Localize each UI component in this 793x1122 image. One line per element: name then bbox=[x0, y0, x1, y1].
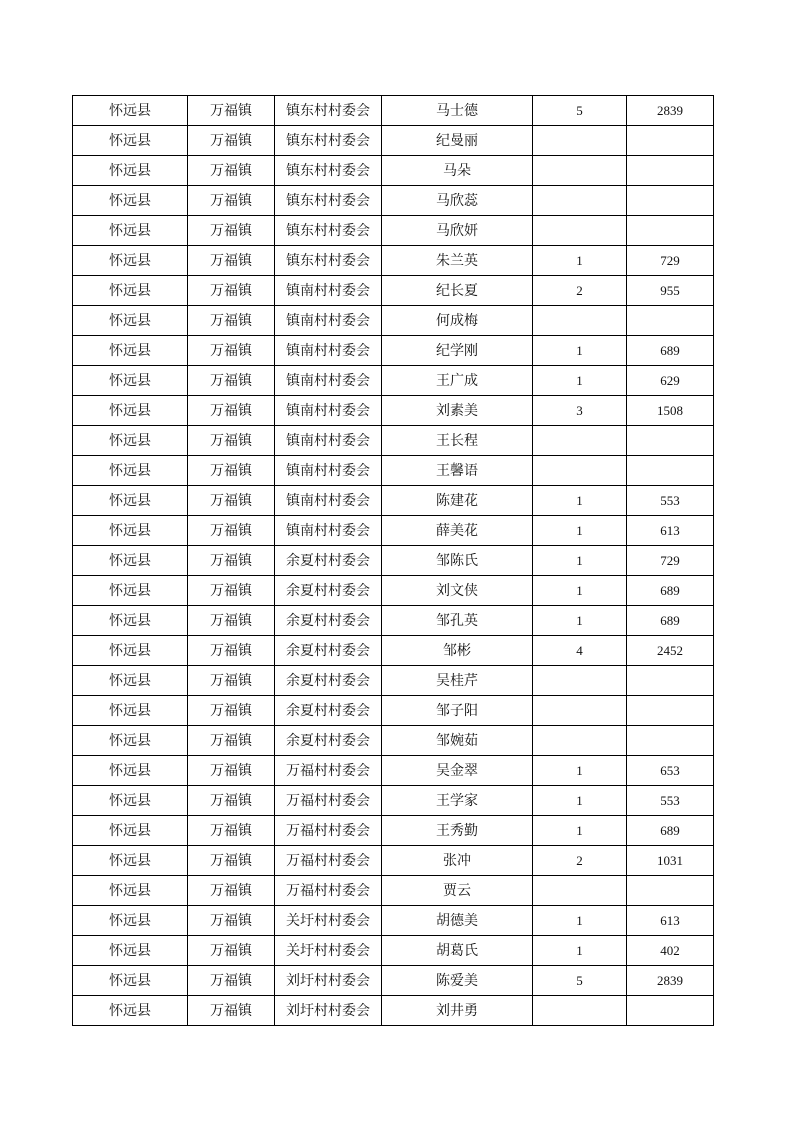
county-cell: 怀远县 bbox=[73, 156, 188, 186]
county-cell: 怀远县 bbox=[73, 996, 188, 1026]
village-cell: 万福村村委会 bbox=[275, 816, 382, 846]
amount-cell: 689 bbox=[627, 576, 714, 606]
town-cell: 万福镇 bbox=[188, 636, 275, 666]
name-cell: 陈爱美 bbox=[382, 966, 533, 996]
amount-cell: 2839 bbox=[627, 96, 714, 126]
name-cell: 马士德 bbox=[382, 96, 533, 126]
count-cell: 1 bbox=[533, 936, 627, 966]
count-cell: 1 bbox=[533, 906, 627, 936]
count-cell: 1 bbox=[533, 246, 627, 276]
count-cell: 5 bbox=[533, 96, 627, 126]
village-cell: 余夏村村委会 bbox=[275, 726, 382, 756]
town-cell: 万福镇 bbox=[188, 156, 275, 186]
village-cell: 镇南村村委会 bbox=[275, 336, 382, 366]
table-row bbox=[73, 756, 714, 786]
town-cell: 万福镇 bbox=[188, 876, 275, 906]
count-cell bbox=[533, 696, 627, 726]
county-cell: 怀远县 bbox=[73, 696, 188, 726]
village-cell: 镇南村村委会 bbox=[275, 396, 382, 426]
table-row bbox=[73, 246, 714, 276]
village-cell: 镇东村村委会 bbox=[275, 246, 382, 276]
name-cell: 纪学刚 bbox=[382, 336, 533, 366]
amount-cell: 553 bbox=[627, 786, 714, 816]
county-cell: 怀远县 bbox=[73, 906, 188, 936]
amount-cell: 955 bbox=[627, 276, 714, 306]
table-row bbox=[73, 426, 714, 456]
name-cell: 吴桂芹 bbox=[382, 666, 533, 696]
county-cell: 怀远县 bbox=[73, 666, 188, 696]
amount-cell bbox=[627, 996, 714, 1026]
table-row bbox=[73, 546, 714, 576]
county-cell: 怀远县 bbox=[73, 816, 188, 846]
table-row bbox=[73, 666, 714, 696]
village-cell: 镇南村村委会 bbox=[275, 276, 382, 306]
amount-cell: 629 bbox=[627, 366, 714, 396]
name-cell: 朱兰英 bbox=[382, 246, 533, 276]
town-cell: 万福镇 bbox=[188, 186, 275, 216]
name-cell: 马朵 bbox=[382, 156, 533, 186]
county-cell: 怀远县 bbox=[73, 636, 188, 666]
table-row bbox=[73, 486, 714, 516]
town-cell: 万福镇 bbox=[188, 756, 275, 786]
table-row bbox=[73, 336, 714, 366]
amount-cell: 553 bbox=[627, 486, 714, 516]
town-cell: 万福镇 bbox=[188, 276, 275, 306]
village-cell: 关圩村村委会 bbox=[275, 906, 382, 936]
town-cell: 万福镇 bbox=[188, 846, 275, 876]
table-row bbox=[73, 726, 714, 756]
name-cell: 张冲 bbox=[382, 846, 533, 876]
village-cell: 关圩村村委会 bbox=[275, 936, 382, 966]
county-cell: 怀远县 bbox=[73, 546, 188, 576]
count-cell: 4 bbox=[533, 636, 627, 666]
town-cell: 万福镇 bbox=[188, 216, 275, 246]
village-cell: 余夏村村委会 bbox=[275, 546, 382, 576]
name-cell: 贾云 bbox=[382, 876, 533, 906]
amount-cell: 689 bbox=[627, 606, 714, 636]
amount-cell: 1508 bbox=[627, 396, 714, 426]
county-cell: 怀远县 bbox=[73, 966, 188, 996]
town-cell: 万福镇 bbox=[188, 966, 275, 996]
county-cell: 怀远县 bbox=[73, 756, 188, 786]
table-row bbox=[73, 906, 714, 936]
town-cell: 万福镇 bbox=[188, 816, 275, 846]
table-row bbox=[73, 576, 714, 606]
table-row bbox=[73, 126, 714, 156]
count-cell bbox=[533, 216, 627, 246]
table-row bbox=[73, 696, 714, 726]
amount-cell bbox=[627, 666, 714, 696]
count-cell: 5 bbox=[533, 966, 627, 996]
name-cell: 王馨语 bbox=[382, 456, 533, 486]
town-cell: 万福镇 bbox=[188, 786, 275, 816]
amount-cell: 613 bbox=[627, 516, 714, 546]
name-cell: 何成梅 bbox=[382, 306, 533, 336]
county-cell: 怀远县 bbox=[73, 246, 188, 276]
town-cell: 万福镇 bbox=[188, 246, 275, 276]
amount-cell bbox=[627, 306, 714, 336]
village-cell: 镇南村村委会 bbox=[275, 426, 382, 456]
amount-cell: 1031 bbox=[627, 846, 714, 876]
village-cell: 镇南村村委会 bbox=[275, 366, 382, 396]
town-cell: 万福镇 bbox=[188, 996, 275, 1026]
county-cell: 怀远县 bbox=[73, 786, 188, 816]
town-cell: 万福镇 bbox=[188, 666, 275, 696]
count-cell bbox=[533, 996, 627, 1026]
county-cell: 怀远县 bbox=[73, 516, 188, 546]
count-cell bbox=[533, 126, 627, 156]
name-cell: 邹孔英 bbox=[382, 606, 533, 636]
count-cell: 2 bbox=[533, 846, 627, 876]
town-cell: 万福镇 bbox=[188, 726, 275, 756]
village-cell: 万福村村委会 bbox=[275, 846, 382, 876]
amount-cell bbox=[627, 126, 714, 156]
town-cell: 万福镇 bbox=[188, 366, 275, 396]
table-row bbox=[73, 966, 714, 996]
amount-cell: 613 bbox=[627, 906, 714, 936]
county-cell: 怀远县 bbox=[73, 846, 188, 876]
count-cell bbox=[533, 666, 627, 696]
amount-cell: 2452 bbox=[627, 636, 714, 666]
name-cell: 邹陈氏 bbox=[382, 546, 533, 576]
count-cell: 1 bbox=[533, 516, 627, 546]
name-cell: 马欣蕊 bbox=[382, 186, 533, 216]
county-cell: 怀远县 bbox=[73, 576, 188, 606]
count-cell: 1 bbox=[533, 366, 627, 396]
count-cell bbox=[533, 186, 627, 216]
county-cell: 怀远县 bbox=[73, 426, 188, 456]
name-cell: 马欣妍 bbox=[382, 216, 533, 246]
county-cell: 怀远县 bbox=[73, 126, 188, 156]
village-cell: 镇东村村委会 bbox=[275, 216, 382, 246]
village-cell: 余夏村村委会 bbox=[275, 696, 382, 726]
table-row bbox=[73, 156, 714, 186]
table-row bbox=[73, 996, 714, 1026]
count-cell: 1 bbox=[533, 816, 627, 846]
county-cell: 怀远县 bbox=[73, 366, 188, 396]
name-cell: 王学家 bbox=[382, 786, 533, 816]
table-row bbox=[73, 396, 714, 426]
amount-cell bbox=[627, 426, 714, 456]
county-cell: 怀远县 bbox=[73, 606, 188, 636]
amount-cell: 402 bbox=[627, 936, 714, 966]
town-cell: 万福镇 bbox=[188, 96, 275, 126]
village-cell: 镇东村村委会 bbox=[275, 126, 382, 156]
count-cell: 1 bbox=[533, 756, 627, 786]
town-cell: 万福镇 bbox=[188, 696, 275, 726]
county-cell: 怀远县 bbox=[73, 486, 188, 516]
beneficiary-table bbox=[72, 95, 714, 1026]
name-cell: 邹婉茹 bbox=[382, 726, 533, 756]
amount-cell bbox=[627, 156, 714, 186]
amount-cell bbox=[627, 216, 714, 246]
count-cell bbox=[533, 306, 627, 336]
name-cell: 邹彬 bbox=[382, 636, 533, 666]
county-cell: 怀远县 bbox=[73, 96, 188, 126]
table-body bbox=[73, 96, 714, 1026]
count-cell: 3 bbox=[533, 396, 627, 426]
town-cell: 万福镇 bbox=[188, 606, 275, 636]
count-cell bbox=[533, 156, 627, 186]
county-cell: 怀远县 bbox=[73, 306, 188, 336]
amount-cell bbox=[627, 186, 714, 216]
village-cell: 余夏村村委会 bbox=[275, 636, 382, 666]
table-row bbox=[73, 636, 714, 666]
count-cell bbox=[533, 876, 627, 906]
village-cell: 余夏村村委会 bbox=[275, 576, 382, 606]
village-cell: 刘圩村村委会 bbox=[275, 966, 382, 996]
village-cell: 镇南村村委会 bbox=[275, 486, 382, 516]
name-cell: 胡德美 bbox=[382, 906, 533, 936]
county-cell: 怀远县 bbox=[73, 876, 188, 906]
town-cell: 万福镇 bbox=[188, 456, 275, 486]
town-cell: 万福镇 bbox=[188, 126, 275, 156]
town-cell: 万福镇 bbox=[188, 546, 275, 576]
town-cell: 万福镇 bbox=[188, 576, 275, 606]
name-cell: 王长程 bbox=[382, 426, 533, 456]
village-cell: 镇东村村委会 bbox=[275, 156, 382, 186]
county-cell: 怀远县 bbox=[73, 336, 188, 366]
table-row bbox=[73, 816, 714, 846]
village-cell: 镇南村村委会 bbox=[275, 516, 382, 546]
town-cell: 万福镇 bbox=[188, 396, 275, 426]
count-cell bbox=[533, 726, 627, 756]
county-cell: 怀远县 bbox=[73, 276, 188, 306]
amount-cell bbox=[627, 456, 714, 486]
amount-cell bbox=[627, 876, 714, 906]
count-cell: 1 bbox=[533, 486, 627, 516]
village-cell: 镇南村村委会 bbox=[275, 306, 382, 336]
village-cell: 余夏村村委会 bbox=[275, 606, 382, 636]
county-cell: 怀远县 bbox=[73, 216, 188, 246]
table-row bbox=[73, 786, 714, 816]
amount-cell: 689 bbox=[627, 816, 714, 846]
amount-cell: 729 bbox=[627, 246, 714, 276]
count-cell: 1 bbox=[533, 576, 627, 606]
name-cell: 纪曼丽 bbox=[382, 126, 533, 156]
county-cell: 怀远县 bbox=[73, 456, 188, 486]
table-row bbox=[73, 456, 714, 486]
count-cell: 2 bbox=[533, 276, 627, 306]
table-row bbox=[73, 936, 714, 966]
count-cell bbox=[533, 426, 627, 456]
amount-cell: 653 bbox=[627, 756, 714, 786]
town-cell: 万福镇 bbox=[188, 306, 275, 336]
table-row bbox=[73, 516, 714, 546]
table-row bbox=[73, 306, 714, 336]
town-cell: 万福镇 bbox=[188, 516, 275, 546]
county-cell: 怀远县 bbox=[73, 186, 188, 216]
name-cell: 薛美花 bbox=[382, 516, 533, 546]
name-cell: 纪长夏 bbox=[382, 276, 533, 306]
name-cell: 胡葛氏 bbox=[382, 936, 533, 966]
town-cell: 万福镇 bbox=[188, 936, 275, 966]
name-cell: 刘井勇 bbox=[382, 996, 533, 1026]
amount-cell bbox=[627, 696, 714, 726]
town-cell: 万福镇 bbox=[188, 426, 275, 456]
table-row bbox=[73, 276, 714, 306]
table-row bbox=[73, 366, 714, 396]
amount-cell: 689 bbox=[627, 336, 714, 366]
count-cell: 1 bbox=[533, 606, 627, 636]
name-cell: 陈建花 bbox=[382, 486, 533, 516]
table-row bbox=[73, 216, 714, 246]
amount-cell: 2839 bbox=[627, 966, 714, 996]
name-cell: 刘素美 bbox=[382, 396, 533, 426]
village-cell: 万福村村委会 bbox=[275, 786, 382, 816]
village-cell: 万福村村委会 bbox=[275, 876, 382, 906]
name-cell: 吴金翠 bbox=[382, 756, 533, 786]
village-cell: 镇东村村委会 bbox=[275, 186, 382, 216]
village-cell: 镇南村村委会 bbox=[275, 456, 382, 486]
village-cell: 镇东村村委会 bbox=[275, 96, 382, 126]
table-row bbox=[73, 96, 714, 126]
county-cell: 怀远县 bbox=[73, 936, 188, 966]
town-cell: 万福镇 bbox=[188, 906, 275, 936]
village-cell: 余夏村村委会 bbox=[275, 666, 382, 696]
name-cell: 刘文侠 bbox=[382, 576, 533, 606]
table-row bbox=[73, 606, 714, 636]
table-row bbox=[73, 876, 714, 906]
count-cell: 1 bbox=[533, 786, 627, 816]
amount-cell bbox=[627, 726, 714, 756]
town-cell: 万福镇 bbox=[188, 336, 275, 366]
county-cell: 怀远县 bbox=[73, 396, 188, 426]
count-cell bbox=[533, 456, 627, 486]
count-cell: 1 bbox=[533, 546, 627, 576]
table-row bbox=[73, 186, 714, 216]
village-cell: 万福村村委会 bbox=[275, 756, 382, 786]
name-cell: 王广成 bbox=[382, 366, 533, 396]
county-cell: 怀远县 bbox=[73, 726, 188, 756]
name-cell: 王秀勤 bbox=[382, 816, 533, 846]
name-cell: 邹子阳 bbox=[382, 696, 533, 726]
table-row bbox=[73, 846, 714, 876]
town-cell: 万福镇 bbox=[188, 486, 275, 516]
village-cell: 刘圩村村委会 bbox=[275, 996, 382, 1026]
count-cell: 1 bbox=[533, 336, 627, 366]
amount-cell: 729 bbox=[627, 546, 714, 576]
